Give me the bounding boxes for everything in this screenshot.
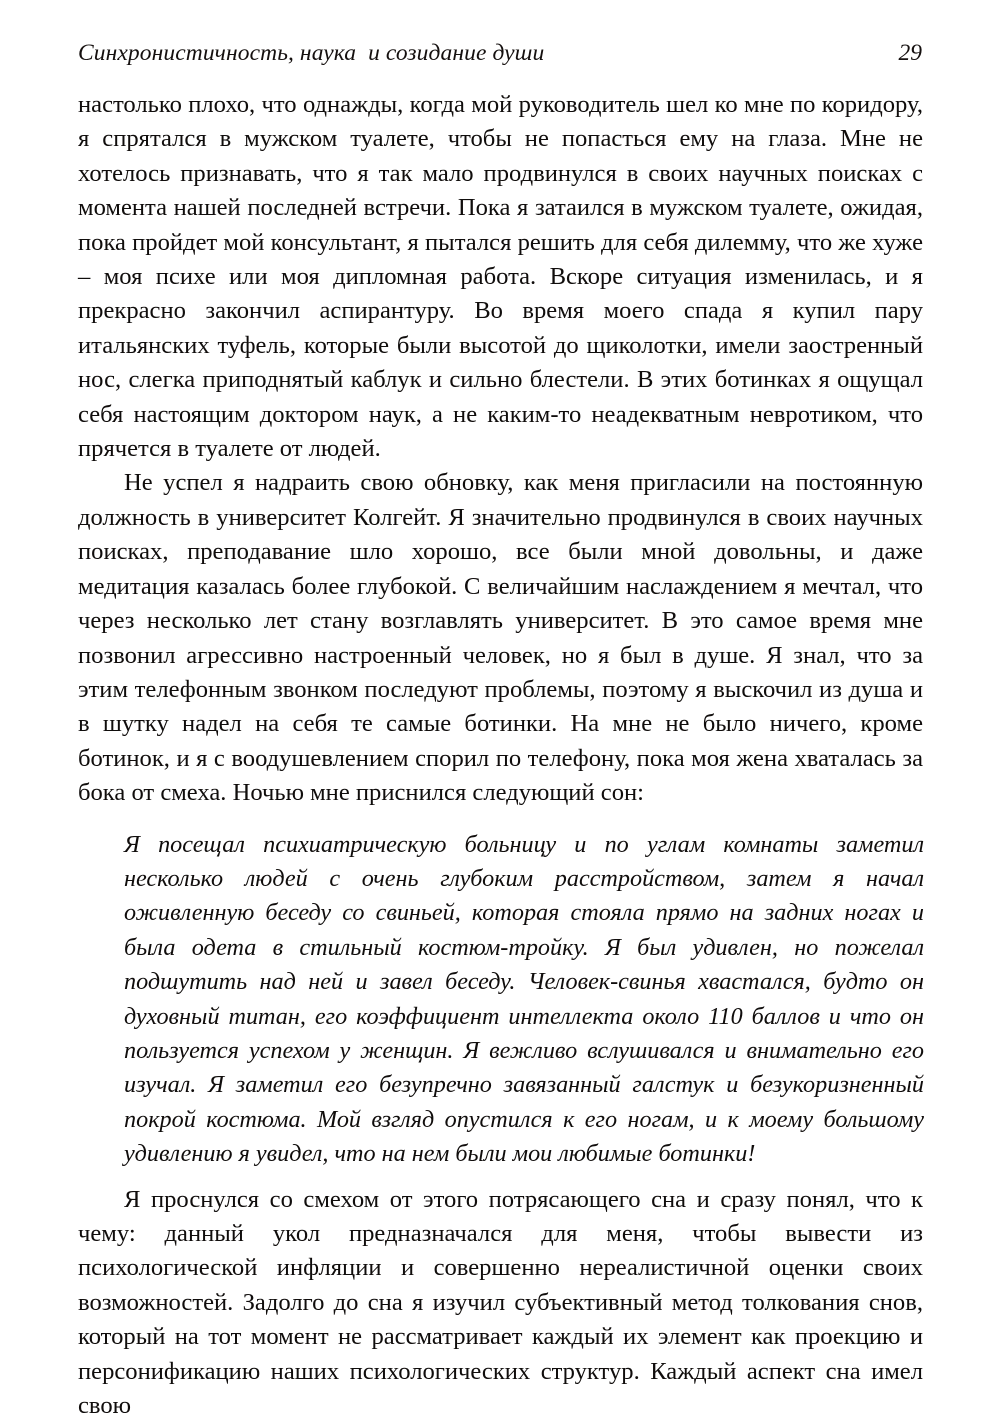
running-head-title: Синхронистичность, наука и созидание души — [78, 40, 545, 66]
dream-blockquote — [124, 828, 924, 1172]
body-paragraph-continued: настолько плохо, что однажды, когда мой руководитель шел ко мне по коридору, я спрятался в мужском туалете, чтобы не попасться ему на глаза. Мне не хотелось признавать, что я так мало продвинулся в своих научных поисках с момента нашей последней встречи. Пока я затаился в мужском туалете, ожидая, пока пройдет мой консультант, я пытался решить для себя дилемму, что же хуже – моя психе или моя дипломная работа. Вскоре ситуация изменилась, и я прекрасно закончил аспирантуру. Во время моего спада я купил пару итальянских туфель, которые были высотой до щиколотки, имели заостренный нос, слегка приподнятый каблук и сильно блестели. В этих ботинках я ощущал себя настоящим доктором наук, а не каким-то неадекватным невротиком, что прячется в туалете от людей. — [78, 91, 923, 463]
dream-blockquote-text: Я посещал психиатрическую больницу и по углам комнаты заметил несколько людей с очень глубоким расстройством, затем я начал оживленную беседу со свиньей, которая стояла прямо на задних ногах и была одета в стильный костюм-тройку. Я был удивлен, но пожелал подшутить над ней и завел беседу. Человек-свинья хвастался, будто он духовный титан, его коэффициент интеллекта около 110 баллов и что он пользуется успехом у женщин. Я вежливо вслушивался и внимательно его изучал. Я заметил его безупречно завязанный галстук и безукоризненный покрой костюма. Мой взгляд опустился к его ногам, и к моему большому удивлению я увидел, что на нем были мои любимые ботинки! — [124, 830, 924, 1168]
text-column — [78, 88, 923, 1423]
page-number: 29 — [898, 40, 922, 66]
body-paragraph-awakening: Я проснулся со смехом от этого потрясающего сна и сразу понял, что к чему: данный укол предназначался для меня, чтобы вывести из психологической инфляции и совершенно нереалистичной оценки своих возможностей. Задолго до сна я изучил субъективный метод толкования снов, который на тот момент не рассматривает каждый их элемент как проекцию и персонификацию наших психологических структур. Каждый аспект сна имел свою — [78, 1185, 923, 1420]
body-paragraph-colgate: Не успел я надраить свою обновку, как меня пригласили на постоянную должность в университет Колгейт. Я значительно продвинулся в своих научных поисках, преподавание шло хорошо, все были мной довольны, и даже медитация казалась более глубокой. С величайшим наслаждением я мечтал, что через несколько лет стану возглавлять университет. В это самое время мне позвонил агрессивно настроенный человек, но я был в душе. Я знал, что за этим телефонным звонком последуют проблемы, поэтому я выскочил из душа и в шутку надел на себя те самые ботинки. На мне не было ничего, кроме ботинок, и я с воодушевлением спорил по телефону, пока моя жена хваталась за бока от смеха. Ночью мне приснился следующий сон: — [78, 469, 923, 807]
running-head — [78, 40, 922, 74]
